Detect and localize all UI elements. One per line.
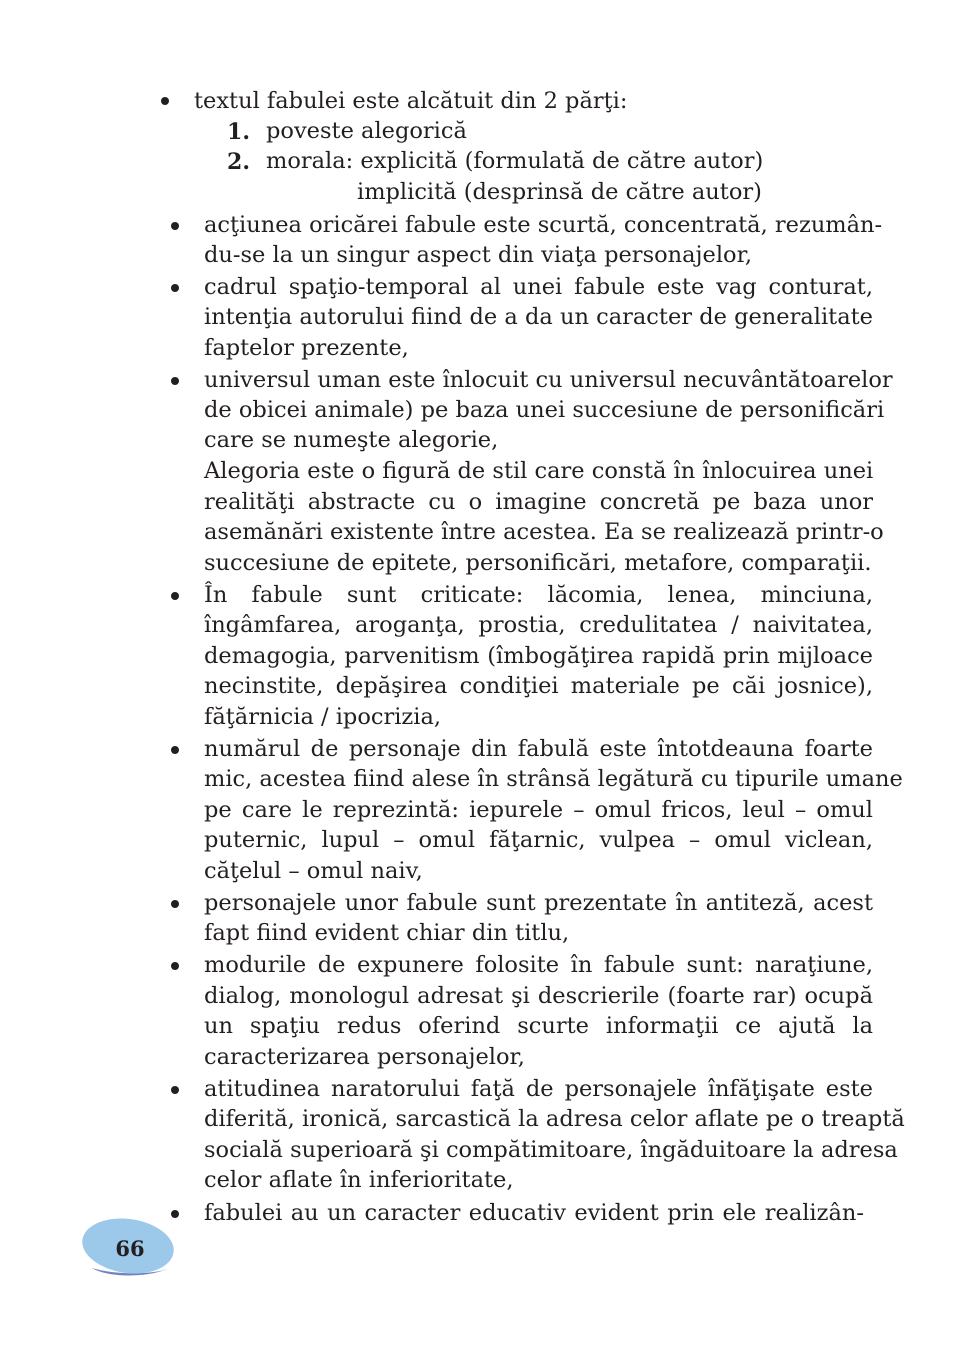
paragraph-line: necinstite, depăşirea condiţiei materiale pe căi josnice), bbox=[204, 673, 873, 699]
list-item-text: poveste alegorică bbox=[266, 118, 467, 144]
paragraph-line: îngâmfarea, aroganţa, prostia, credulitatea / naivitatea, bbox=[204, 612, 873, 638]
paragraph-line: făţărnicia / ipocrizia, bbox=[204, 704, 442, 730]
paragraph-line: faptelor prezente, bbox=[204, 335, 409, 361]
paragraph-line: caracterizarea personajelor, bbox=[204, 1044, 525, 1070]
paragraph-line: universul uman este înlocuit cu universul necuvântătoarelor bbox=[204, 367, 893, 393]
paragraph-line: personajele unor fabule sunt prezentate în antiteză, acest bbox=[204, 890, 873, 916]
paragraph-line: du-se la un singur aspect din viaţa personajelor, bbox=[204, 242, 753, 268]
paragraph-line: diferită, ironică, sarcastică la adresa celor aflate pe o treaptă bbox=[204, 1106, 905, 1132]
paragraph-line: numărul de personaje din fabulă este întotdeauna foarte bbox=[204, 736, 873, 762]
bullet-marker bbox=[171, 962, 179, 970]
paragraph-line: modurile de expunere folosite în fabule sunt: naraţiune, bbox=[204, 952, 873, 978]
paragraph-line: pe care le reprezintă: iepurele – omul fricos, leul – omul bbox=[204, 797, 873, 823]
paragraph-line: socială superioară şi compătimitoare, îngăduitoare la adresa bbox=[204, 1137, 898, 1163]
paragraph-line: realităţi abstracte cu o imagine concretă pe baza unor bbox=[204, 489, 873, 515]
paragraph-line: cadrul spaţio-temporal al unei fabule este vag conturat, bbox=[204, 274, 873, 300]
paragraph-line: fabulei au un caracter educativ evident prin ele realizân- bbox=[204, 1200, 864, 1226]
bullet-marker bbox=[171, 746, 179, 754]
paragraph-line: de obicei animale) pe baza unei succesiune de personificări bbox=[204, 397, 885, 423]
paragraph-line: Alegoria este o figură de stil care constă în înlocuirea unei bbox=[204, 458, 874, 484]
paragraph-line: succesiune de epitete, personificări, metafore, comparaţii. bbox=[204, 550, 872, 576]
bullet-marker bbox=[171, 284, 179, 292]
paragraph-line: căţelul – omul naiv, bbox=[204, 858, 423, 884]
list-number: 2. bbox=[227, 149, 250, 175]
bullet-marker bbox=[171, 900, 179, 908]
paragraph-line: dialog, monologul adresat şi descrierile (foarte rar) ocupă bbox=[204, 983, 873, 1009]
paragraph-line: În fabule sunt criticate: lăcomia, lenea, minciuna, bbox=[204, 582, 873, 608]
bullet-marker bbox=[171, 1086, 179, 1094]
bullet-marker bbox=[171, 222, 179, 230]
paragraph-line: celor aflate în inferioritate, bbox=[204, 1167, 514, 1193]
paragraph-line: mic, acestea fiind alese în strânsă legătură cu tipurile umane bbox=[204, 766, 903, 792]
paragraph-line: puternic, lupul – omul făţarnic, vulpea – omul viclean, bbox=[204, 827, 873, 853]
bullet-marker bbox=[171, 1210, 179, 1218]
list-number: 1. bbox=[227, 119, 250, 145]
paragraph-line: intenţia autorului fiind de a da un caracter de generalitate bbox=[204, 304, 873, 330]
bullet-marker bbox=[171, 377, 179, 385]
paragraph-line: un spaţiu redus oferind scurte informaţii ce ajută la bbox=[204, 1013, 873, 1039]
paragraph-line: demagogia, parvenitism (îmbogăţirea rapidă prin mijloace bbox=[204, 643, 873, 669]
bullet-marker bbox=[161, 97, 169, 105]
paragraph-line: atitudinea naratorului faţă de personajele înfăţişate este bbox=[204, 1076, 873, 1102]
list-item-text: morala: explicită (formulată de către autor) bbox=[266, 148, 764, 174]
paragraph-line: asemănări existente între acestea. Ea se realizează printr-o bbox=[204, 519, 884, 545]
bullet-marker bbox=[171, 592, 179, 600]
bullet-text: textul fabulei este alcătuit din 2 părţi: bbox=[194, 88, 628, 114]
paragraph-line: fapt fiind evident chiar din titlu, bbox=[204, 920, 570, 946]
list-item-continuation: implicită (desprinsă de către autor) bbox=[357, 179, 762, 205]
paragraph-line: care se numeşte alegorie, bbox=[204, 427, 499, 453]
page-number: 66 bbox=[115, 1236, 145, 1261]
paragraph-line: acţiunea oricărei fabule este scurtă, concentrată, rezumân- bbox=[204, 212, 883, 238]
